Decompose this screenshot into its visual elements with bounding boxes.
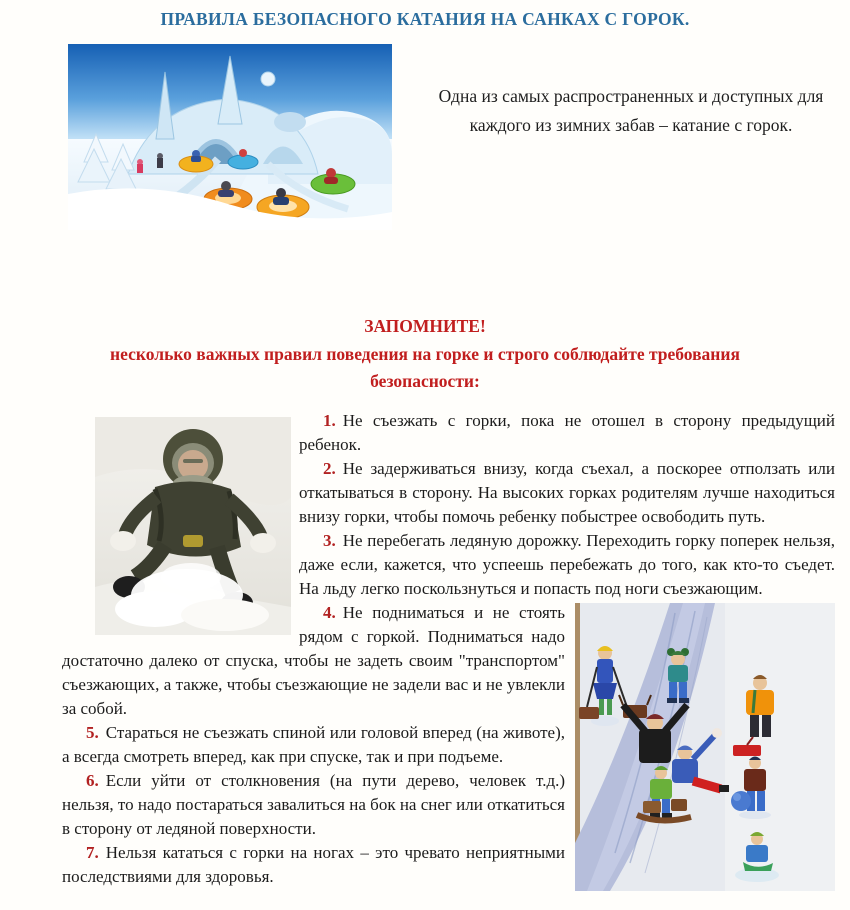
rules-section (62, 409, 835, 889)
rule-text: Не задерживаться внизу, когда съехал, а поскорее отползать или откатываться в сторону. На высоких горках родителям лучше находиться внизу горки, чтобы помочь ребенку побыстрее освободить путь. (299, 459, 835, 526)
page-title: ПРАВИЛА БЕЗОПАСНОГО КАТАНИЯ НА САНКАХ С ГОРОК. (160, 9, 690, 29)
rule-text: Не перебегать ледяную дорожку. Переходить горку поперек нельзя, даже если, кажется, что успеешь перебежать до того, как кто-то съедет. На льду легко поскользнуться и попасть под ноги съезжающим. (299, 531, 835, 598)
rule-text: Нельзя кататься с горки на ногах – это чревато неприятными последствиями для здоровья. (62, 843, 565, 886)
sledding-child-photo (95, 417, 291, 635)
rule-number: 7. (86, 843, 99, 862)
ice-slide-illustration (68, 44, 392, 230)
intro-text: Одна из самых распространенных и доступных для каждого из зимних забав – катание с горок. (438, 86, 824, 135)
rule-text: Стараться не съезжать спиной или головой вперед (на животе), а всегда смотреть вперед, как при спуске, так и при подъеме. (62, 723, 565, 766)
remember-heading: ЗАПОМНИТЕ! (364, 316, 486, 336)
remember-subheading: несколько важных правил поведения на горке и строго соблюдайте требования безопасности: (110, 344, 740, 391)
rule-number: 2. (323, 459, 336, 478)
rule-text: Если уйти от столкновения (на пути дерево, человек т.д.) нельзя, то надо постараться завалиться на бок на снег или откатиться в сторону от ледяной поверхности. (62, 771, 565, 838)
rule-number: 6. (86, 771, 99, 790)
rule-text: Не подниматься и не стоять рядом с горкой. Подниматься надо достаточно далеко от спуска, чтобы не задеть своим "транспортом" съезжающих, а также, чтобы съезжающие не задели вас и не увлекли за собой. (62, 603, 565, 718)
rule-text: Не съезжать с горки, пока не отошел в сторону предыдущий ребенок. (299, 411, 835, 454)
rule-number: 5. (86, 723, 99, 742)
top-section (0, 30, 850, 270)
rule-number: 3. (323, 531, 336, 550)
children-drawing-illustration (575, 603, 835, 891)
rule-number: 4. (323, 603, 336, 622)
rule-number: 1. (323, 411, 336, 430)
